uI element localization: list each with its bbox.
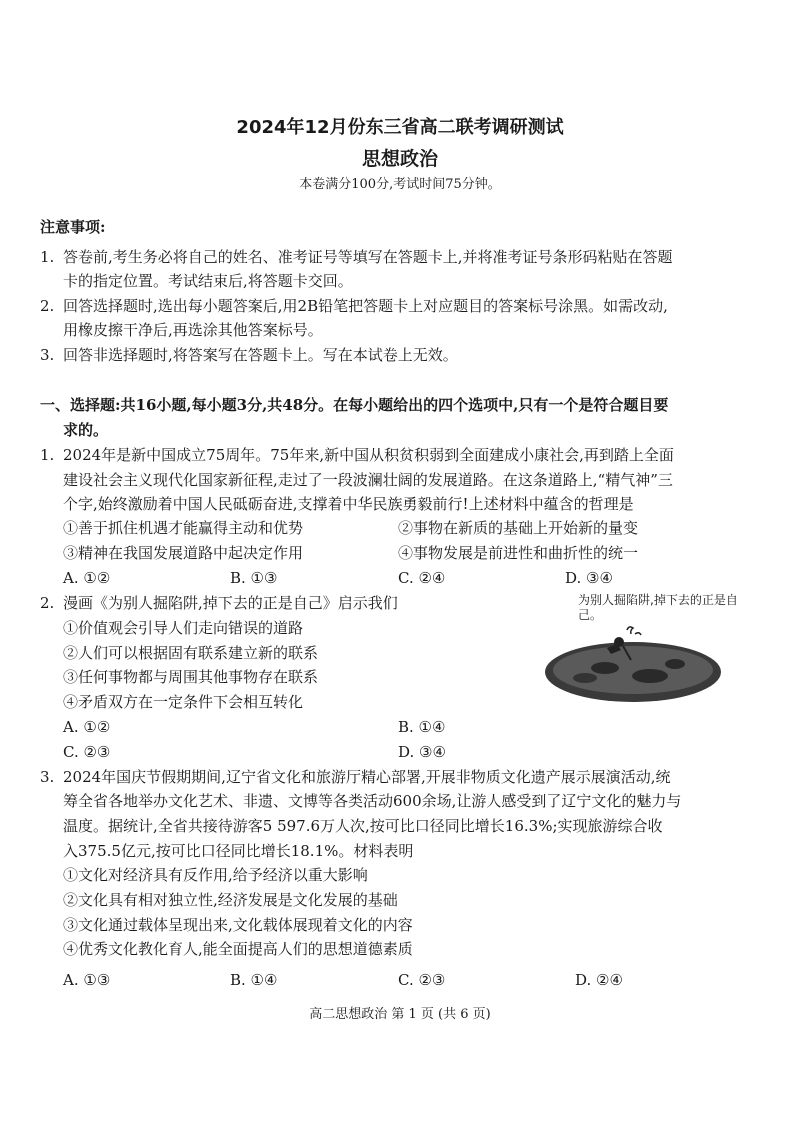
section-heading-line-1: 一、选择题:共16小题,每小题3分,共48分。在每小题给出的四个选项中,只有一个是符合题目要 [40, 396, 669, 414]
q2-statement-1: ①价值观会引导人们走向错误的道路 [63, 619, 304, 637]
q1-stem-line-2: 建设社会主义现代化国家新征程,走过了一段波澜壮阔的发展道路。在这条道路上,“精气神”三 [63, 471, 673, 489]
q3-stem-line-2: 筹全省各地举办文化艺术、非遗、文博等各类活动600余场,让游人感受到了辽宁文化的魅力与 [63, 792, 682, 810]
q3-number: 3. [40, 768, 55, 786]
page-footer: 高二思想政治 第 1 页 (共 6 页) [309, 1007, 491, 1022]
q3-statement-3: ③文化通过载体呈现出来,文化载体展现着文化的内容 [63, 916, 413, 934]
q1-option-c: C. ②④ [398, 569, 446, 587]
section-heading-line-2: 求的。 [63, 421, 109, 439]
q2-option-c: C. ②③ [63, 743, 111, 761]
q3-statement-4: ④优秀文化教化育人,能全面提高人们的思想道德素质 [63, 940, 413, 958]
q3-option-a: A. ①③ [63, 971, 111, 989]
q2-stem: 漫画《为别人掘陷阱,掉下去的正是自己》启示我们 [63, 594, 398, 612]
cartoon-caption: 为别人掘陷阱,掉下去的正是自己。 [578, 593, 738, 622]
exam-info: 本卷满分100分,考试时间75分钟。 [299, 177, 501, 192]
q1-number: 1. [40, 446, 55, 464]
notes-heading: 注意事项: [40, 218, 106, 236]
q1-statement-3: ③精神在我国发展道路中起决定作用 [63, 544, 304, 562]
q3-stem-line-4: 入375.5亿元,按可比口径同比增长18.1%。材料表明 [63, 842, 414, 860]
cartoon-illustration [535, 620, 735, 710]
q2-option-d: D. ③④ [398, 743, 446, 761]
q3-stem-line-3: 温度。据统计,全省共接待游客5 597.6万人次,按可比口径同比增长16.3%;实现旅游综合收 [63, 817, 663, 835]
q2-statement-2: ②人们可以根据固有联系建立新的联系 [63, 644, 319, 662]
q3-option-d: D. ②④ [575, 971, 623, 989]
note-1-line-1: 答卷前,考生务必将自己的姓名、准考证号等填写在答题卡上,并将准考证号条形码粘贴在答题 [63, 248, 673, 266]
q1-statement-1: ①善于抓住机遇才能赢得主动和优势 [63, 519, 304, 537]
q1-option-b: B. ①③ [230, 569, 278, 587]
note-1-line-2: 卡的指定位置。考试结束后,将答题卡交回。 [63, 272, 353, 290]
note-1-num: 1. [40, 248, 55, 266]
note-2-line-2: 用橡皮擦干净后,再选涂其他答案标号。 [63, 321, 323, 339]
q1-statement-2: ②事物在新质的基础上开始新的量变 [398, 519, 639, 537]
q1-stem-line-1: 2024年是新中国成立75周年。75年来,新中国从积贫积弱到全面建成小康社会,再到踏上全面 [63, 446, 674, 464]
note-3-num: 3. [40, 346, 55, 364]
q3-statement-2: ②文化具有相对独立性,经济发展是文化发展的基础 [63, 891, 398, 909]
q2-statement-3: ③任何事物都与周围其他事物存在联系 [63, 668, 319, 686]
q1-stem-line-3: 个字,始终激励着中国人民砥砺奋进,支撑着中华民族勇毅前行!上述材料中蕴含的哲理是 [63, 495, 634, 513]
subject-title: 思想政治 [361, 148, 438, 170]
q3-stem-line-1: 2024年国庆节假期期间,辽宁省文化和旅游厅精心部署,开展非物质文化遗产展示展演活动,统 [63, 768, 671, 786]
exam-title: 2024年12月份东三省高二联考调研测试 [236, 117, 564, 138]
note-2-num: 2. [40, 297, 55, 315]
q2-option-a: A. ①② [63, 718, 111, 736]
q1-option-d: D. ③④ [565, 569, 613, 587]
q3-option-b: B. ①④ [230, 971, 278, 989]
q2-option-b: B. ①④ [398, 718, 446, 736]
q2-statement-4: ④矛盾双方在一定条件下会相互转化 [63, 693, 304, 711]
q1-option-a: A. ①② [63, 569, 111, 587]
q3-statement-1: ①文化对经济具有反作用,给予经济以重大影响 [63, 866, 368, 884]
q1-statement-4: ④事物发展是前进性和曲折性的统一 [398, 544, 639, 562]
note-3-line-1: 回答非选择题时,将答案写在答题卡上。写在本试卷上无效。 [63, 346, 458, 364]
q2-number: 2. [40, 594, 55, 612]
note-2-line-1: 回答选择题时,选出每小题答案后,用2B铅笔把答题卡上对应题目的答案标号涂黑。如需改动, [63, 297, 668, 315]
q3-option-c: C. ②③ [398, 971, 446, 989]
